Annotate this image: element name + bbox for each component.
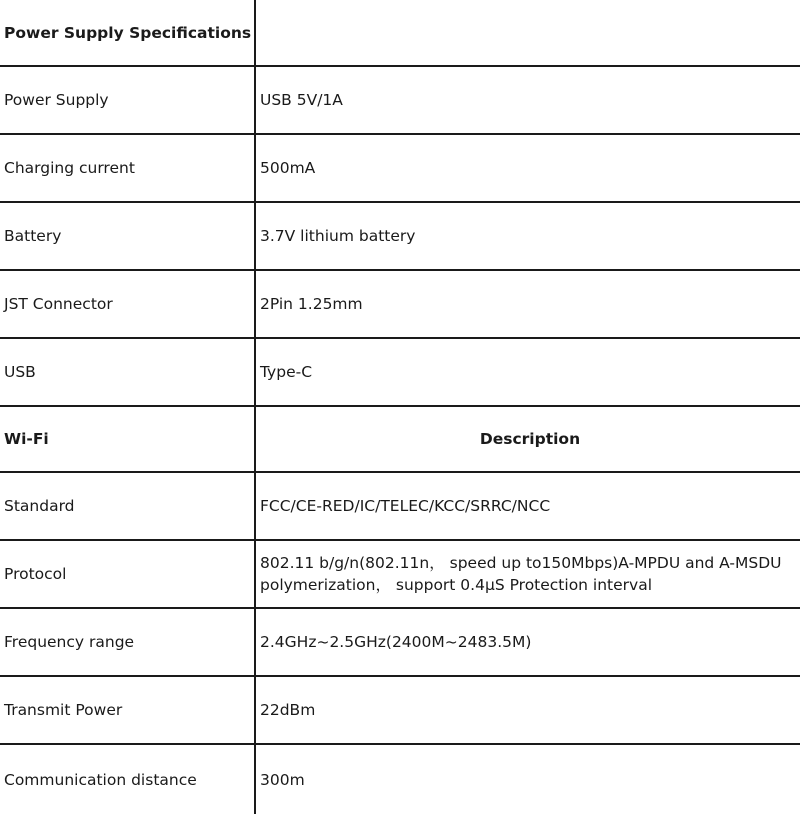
row-value: Type-C xyxy=(255,338,800,406)
table-row xyxy=(0,202,800,270)
table-row xyxy=(0,338,800,406)
row-label: Standard xyxy=(0,472,255,540)
table-row xyxy=(0,676,800,744)
row-label: JST Connector xyxy=(0,270,255,338)
row-value: 2Pin 1.25mm xyxy=(255,270,800,338)
row-value: 3.7V lithium battery xyxy=(255,202,800,270)
power-section-header-empty xyxy=(255,0,800,66)
row-value: FCC/CE-RED/IC/TELEC/KCC/SRRC/NCC xyxy=(255,472,800,540)
row-label: Power Supply xyxy=(0,66,255,134)
table-row xyxy=(0,608,800,676)
row-label: Communication distance xyxy=(0,744,255,814)
wifi-section-header-row xyxy=(0,406,800,472)
table-row xyxy=(0,472,800,540)
row-label: Frequency range xyxy=(0,608,255,676)
wifi-section-title: Wi-Fi xyxy=(0,406,255,472)
power-section-header-row xyxy=(0,0,800,66)
row-label: USB xyxy=(0,338,255,406)
row-value: USB 5V/1A xyxy=(255,66,800,134)
power-section-title: Power Supply Specifications xyxy=(0,0,255,66)
row-value: 300m xyxy=(255,744,800,814)
row-value: 500mA xyxy=(255,134,800,202)
row-label: Transmit Power xyxy=(0,676,255,744)
table-row xyxy=(0,540,800,608)
table-row xyxy=(0,66,800,134)
row-label: Protocol xyxy=(0,540,255,608)
row-value: 2.4GHz~2.5GHz(2400M~2483.5M) xyxy=(255,608,800,676)
row-label: Battery xyxy=(0,202,255,270)
row-label: Charging current xyxy=(0,134,255,202)
table-row xyxy=(0,134,800,202)
wifi-description-header: Description xyxy=(255,406,800,472)
row-value: 22dBm xyxy=(255,676,800,744)
row-value: 802.11 b/g/n(802.11n， speed up to150Mbps)A-MPDU and A-MSDU polymerization， support 0.4μS Protection interval xyxy=(255,540,800,608)
table-row xyxy=(0,744,800,814)
table-row xyxy=(0,270,800,338)
